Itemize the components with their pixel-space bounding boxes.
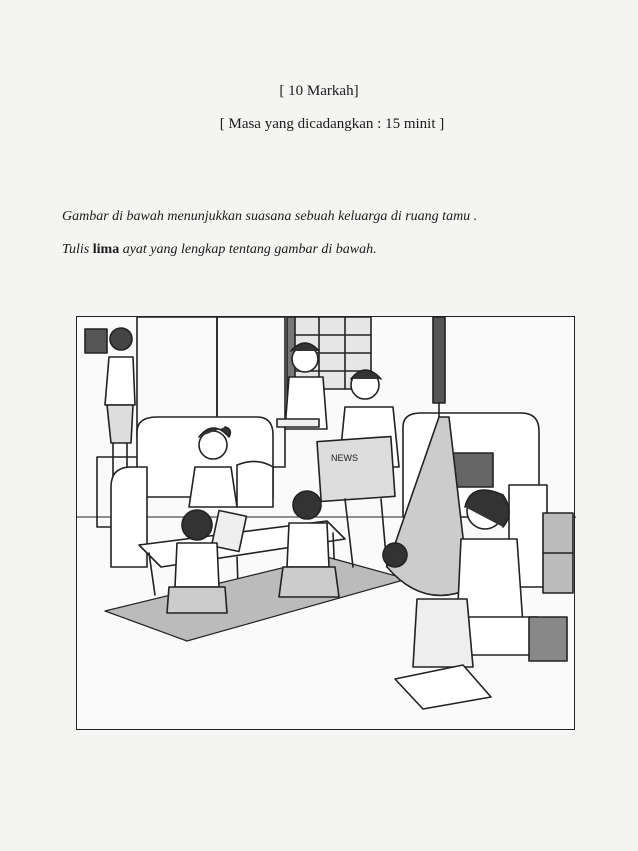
newspaper-headline: NEWS (331, 453, 358, 463)
living-room-drawing (77, 317, 576, 731)
cushion (453, 453, 493, 487)
marks-label: [ 10 Markah] (279, 83, 359, 99)
instruction-line-1: Gambar di bawah menunjukkan suasana sebuah keluarga di ruang tamu . (62, 209, 478, 224)
living-room-illustration (76, 316, 575, 730)
side-shelf (543, 513, 573, 593)
magazine-on-floor (395, 665, 491, 709)
suggested-time-label: [ Masa yang dicadangkan : 15 minit ] (219, 116, 445, 132)
instruction-text-after: ayat yang lengkap tentang gambar di bawah. (119, 242, 377, 257)
baby (383, 543, 407, 567)
newspaper (317, 436, 395, 501)
folded-clothes (413, 599, 473, 667)
child-writing (279, 491, 339, 597)
instruction-text-before: Tulis (62, 242, 93, 257)
clothes-pile (529, 617, 567, 661)
instruction-line-2 (62, 242, 602, 258)
floor-rug (105, 557, 407, 641)
instruction-emphasis: lima (92, 242, 120, 257)
